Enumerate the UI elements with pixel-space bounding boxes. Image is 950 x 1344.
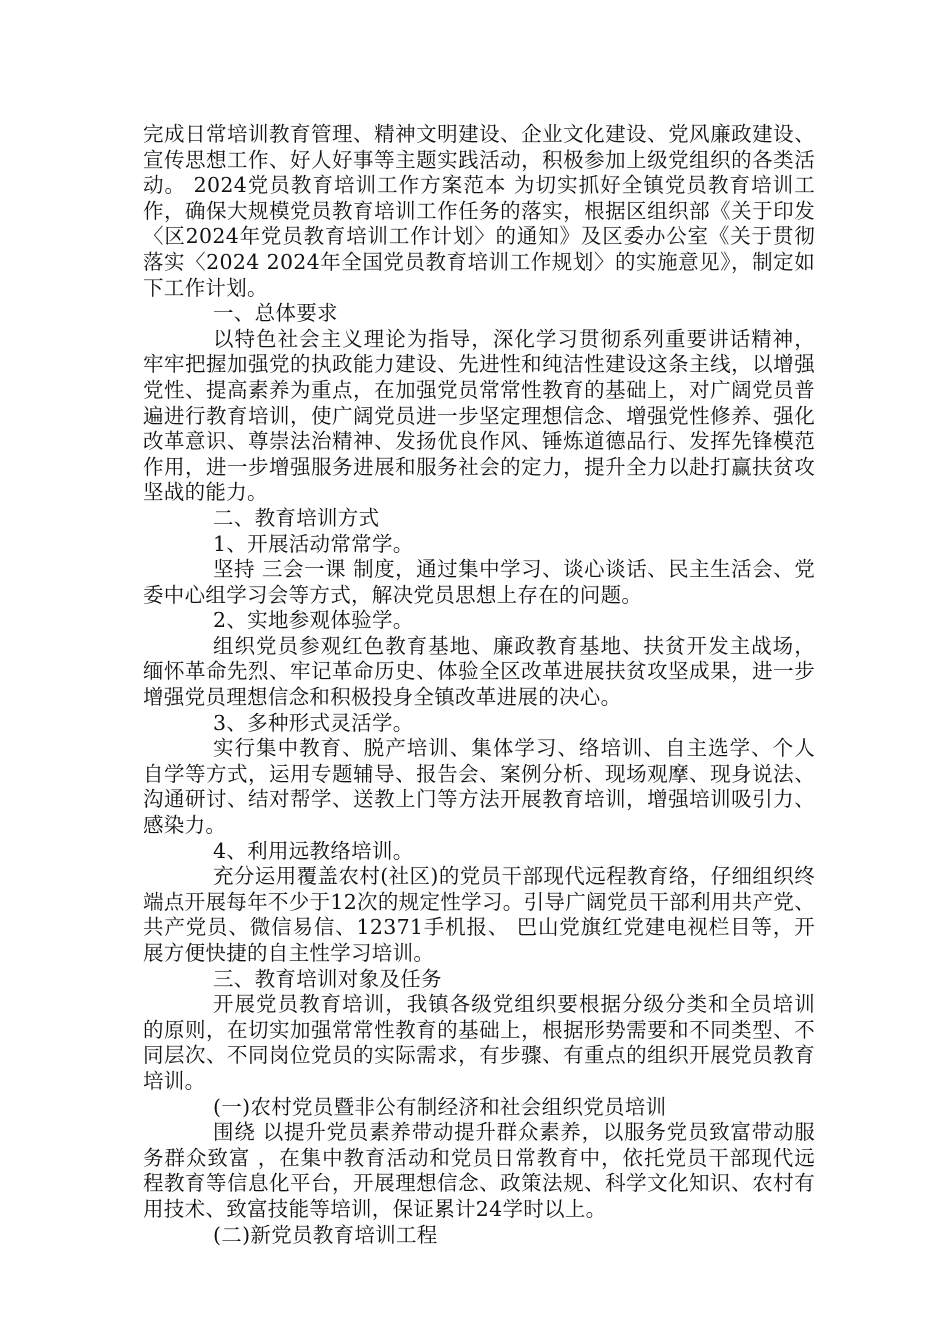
paragraph-training-targets: 开展党员教育培训，我镇各级党组织要根据分级分类和全员培训的原则，在切实加强常常性教育的基础上，根据形势需要和不同类型、不同层次、不同岗位党员的实际需求，有步骤、有重点的组织开展党员教育培训。 bbox=[143, 992, 815, 1093]
paragraph-method-1: 坚持 三会一课 制度，通过集中学习、谈心谈话、民主生活会、党委中心组学习会等方式，解决党员思想上存在的问题。 bbox=[143, 557, 815, 607]
subheading-new-members: (二)新党员教育培训工程 bbox=[213, 1222, 438, 1247]
paragraph-intro: 完成日常培训教育管理、精神文明建设、企业文化建设、党风廉政建设、宣传思想工作、好人好事等主题实践活动，积极参加上级党组织的各类活动。 2024党员教育培训工作方案范本 为切实抓好全镇党员教育培训工作，确保大规模党员教育培训工作任务的落实，根据区组织部《关于印发〈区2024年党员教育培训工作计划〉的通知》及区委办公室《关于贯彻落实〈2024 2024年全国党员教育培训工作规划〉的实施意见》，制定如下工作计划。 bbox=[143, 122, 815, 300]
paragraph-method-3: 实行集中教育、脱产培训、集体学习、络培训、自主选学、个人自学等方式，运用专题辅导、报告会、案例分析、现场观摩、现身说法、沟通研讨、结对帮学、送教上门等方法开展教育培训，增强培训吸引力、感染力。 bbox=[143, 736, 815, 838]
paragraph-method-4: 充分运用覆盖农村(社区)的党员干部现代远程教育络，仔细组织终端点开展每年不少于12次的规定性学习。引导广阔党员干部利用共产党、共产党员、微信易信、12371手机报、 巴山党旗红党建电视栏目等，开展方便快捷的自主性学习培训。 bbox=[143, 864, 815, 965]
subheading-method-3: 3、多种形式灵活学。 bbox=[213, 710, 414, 735]
subheading-method-2: 2、实地参观体验学。 bbox=[213, 608, 414, 633]
paragraph-general-requirements: 以特色社会主义理论为指导，深化学习贯彻系列重要讲话精神，牢牢把握加强党的执政能力建设、先进性和纯洁性建设这条主线，以增强党性、提高素养为重点，在加强党员常常性教育的基础上，对广阔党员普遍进行教育培训，使广阔党员进一步坚定理想信念、增强党性修养、强化改革意识、尊崇法治精神、发扬优良作风、锤炼道德品行、发挥先锋模范作用，进一步增强服务进展和服务社会的定力，提升全力以赴打赢扶贫攻坚战的能力。 bbox=[143, 326, 815, 505]
document-body bbox=[143, 122, 815, 1248]
subheading-method-1: 1、开展活动常常学。 bbox=[213, 531, 414, 556]
subheading-rural-members: (一)农村党员暨非公有制经济和社会组织党员培训 bbox=[213, 1094, 667, 1119]
subheading-method-4: 4、利用远教络培训。 bbox=[213, 838, 414, 863]
heading-training-methods: 二、教育培训方式 bbox=[213, 505, 380, 530]
heading-training-targets: 三、教育培训对象及任务 bbox=[213, 966, 442, 991]
paragraph-rural-members: 围绕 以提升党员素养带动提升群众素养，以服务党员致富带动服务群众致富 ，在集中教育活动和党员日常教育中，依托党员干部现代远程教育等信息化平台，开展理想信念、政策法规、科学文化知识、农村有用技术、致富技能等培训，保证累计24学时以上。 bbox=[143, 1120, 815, 1221]
heading-general-requirements: 一、总体要求 bbox=[213, 301, 338, 326]
paragraph-method-2: 组织党员参观红色教育基地、廉政教育基地、扶贫开发主战场，缅怀革命先烈、牢记革命历史、体验全区改革进展扶贫攻坚成果，进一步增强党员理想信念和积极投身全镇改革进展的决心。 bbox=[143, 633, 815, 710]
